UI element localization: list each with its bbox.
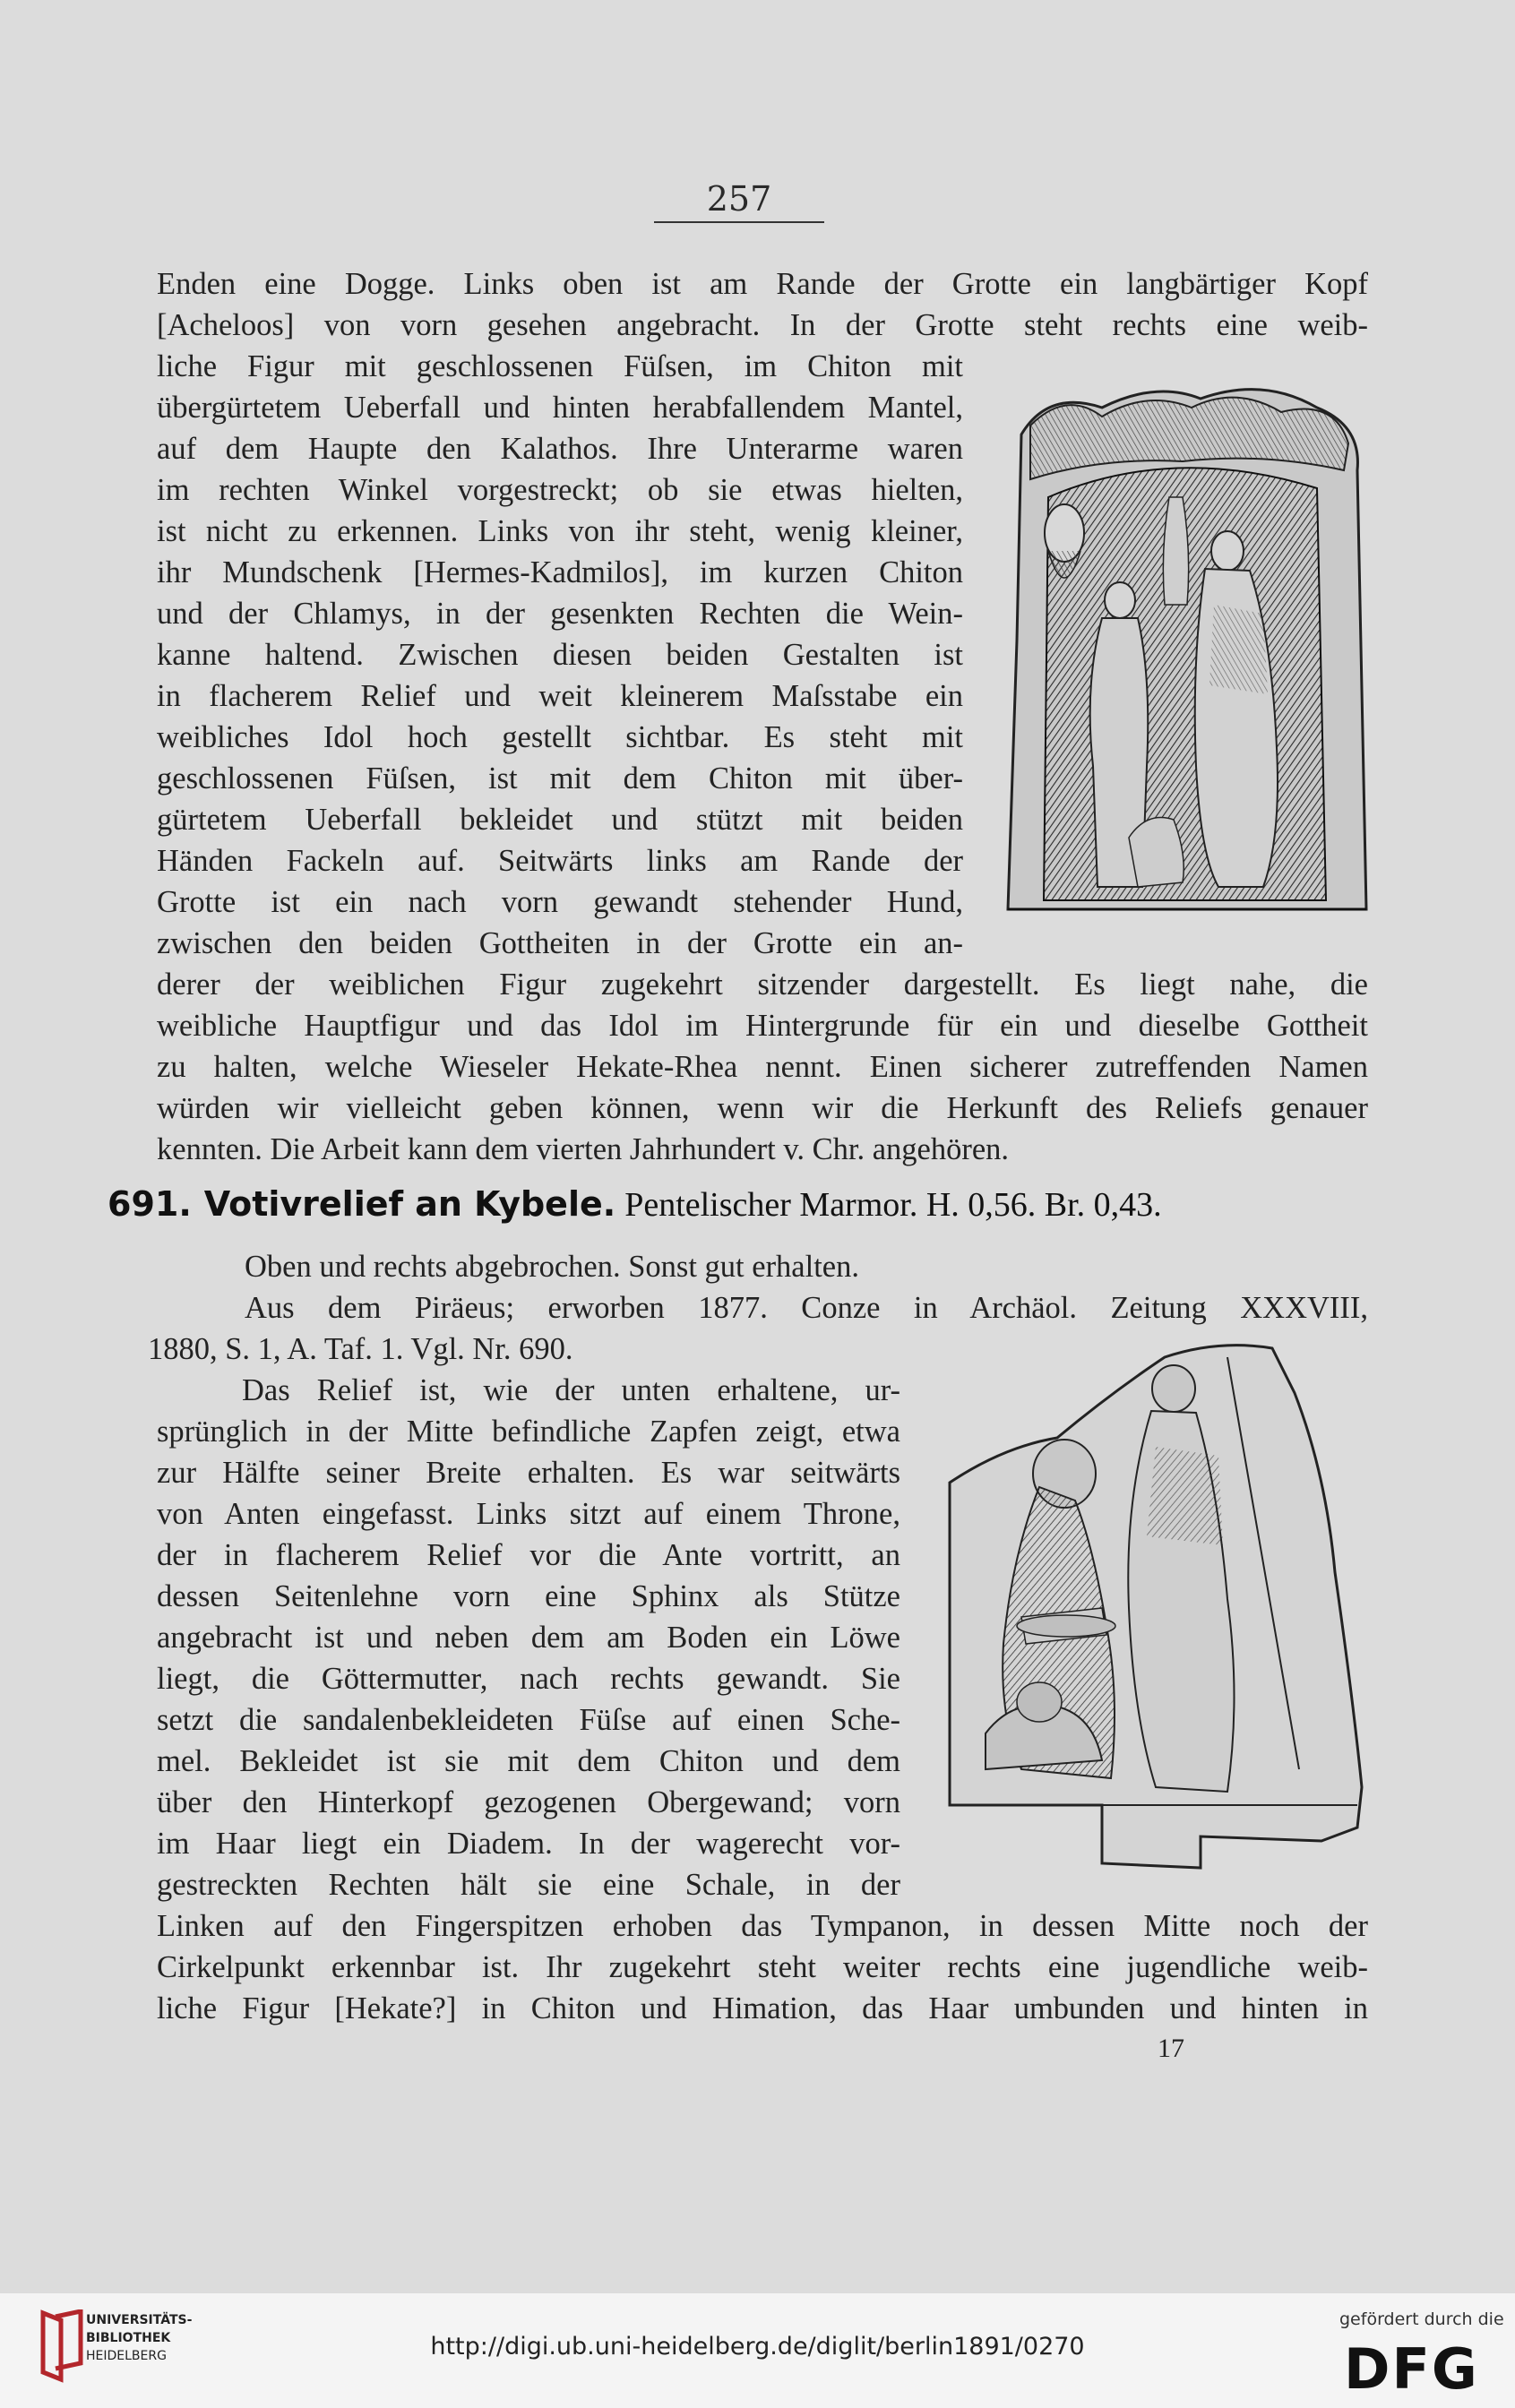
text-line: gestreckten Rechten hält sie eine Schale, in der: [157, 1870, 900, 1902]
text-line: gürtetem Ueberfall bekleidet und stützt mit beiden: [157, 804, 963, 837]
text-line: Aus dem Piräeus; erworben 1877. Conze in Archäol. Zeitung XXXVIII,: [245, 1293, 1368, 1325]
text-line: Händen Fackeln auf. Seitwärts links am Rande der: [157, 846, 963, 878]
text-line: in flacherem Relief und weit kleinerem Maſsstabe ein: [157, 681, 963, 713]
text-line: derer der weiblichen Figur zugekehrt sitzender dargestellt. Es liegt nahe, die: [157, 969, 1368, 1002]
page-number-rule: [654, 221, 824, 223]
entry-material-dimensions: Pentelischer Marmor. H. 0,56. Br. 0,43.: [624, 1186, 1162, 1224]
text-line: mel. Bekleidet ist sie mit dem Chiton und dem: [157, 1746, 900, 1778]
text-line: Linken auf den Fingerspitzen erhoben das Tympanon, in dessen Mitte noch der: [157, 1911, 1368, 1943]
text-line: weibliche Hauptfigur und das Idol im Hintergrunde für ein und dieselbe Gottheit: [157, 1010, 1368, 1043]
text-line: im Haar liegt ein Diadem. In der wagerecht vor-: [157, 1828, 900, 1861]
page-number: 257: [706, 179, 772, 219]
text-line: von Anten eingefasst. Links sitzt auf einem Throne,: [157, 1499, 900, 1531]
text-line: geschlossenen Füſsen, ist mit dem Chiton mit über-: [157, 763, 963, 796]
relief-illustration-grotto: [994, 372, 1371, 923]
text-line: und der Chlamys, in der gesenkten Rechten die Wein-: [157, 598, 963, 631]
text-line: zu halten, welche Wieseler Hekate-Rhea nennt. Einen sicherer zutreffenden Namen: [157, 1052, 1368, 1084]
text-line: auf dem Haupte den Kalathos. Ihre Unterarme waren: [157, 434, 963, 466]
signature-mark: 17: [1158, 2034, 1184, 2063]
text-line: sprünglich in der Mitte befindliche Zapfen zeigt, etwa: [157, 1416, 900, 1449]
text-line: liche Figur mit geschlossenen Füſsen, im Chiton mit: [157, 351, 963, 383]
catalogue-entry-heading: [108, 1184, 1162, 1225]
text-line: übergürtetem Ueberfall und hinten herabfallendem Mantel,: [157, 392, 963, 425]
text-line: Oben und rechts abgebrochen. Sonst gut erhalten.: [245, 1250, 859, 1284]
text-line: setzt die sandalenbekleideten Füſse auf einen Sche-: [157, 1705, 900, 1737]
entry-number: 691.: [108, 1184, 192, 1224]
library-name-line: HEIDELBERG: [86, 2349, 167, 2363]
text-line: würden wir vielleicht geben können, wenn wir die Herkunft des Reliefs genauer: [157, 1093, 1368, 1125]
library-name-line: BIBLIOTHEK: [86, 2331, 171, 2345]
dfg-logo: DFG: [1344, 2336, 1479, 2402]
text-line: weibliches Idol hoch gestellt sichtbar. Es steht mit: [157, 722, 963, 754]
text-line: liegt, die Göttermutter, nach rechts gewandt. Sie: [157, 1664, 900, 1696]
text-line: im rechten Winkel vorgestreckt; ob sie etwas hielten,: [157, 475, 963, 507]
text-line: Enden eine Dogge. Links oben ist am Rande der Grotte ein langbärtiger Kopf: [157, 269, 1368, 301]
text-line: Cirkelpunkt erkennbar ist. Ihr zugekehrt steht weiter rechts eine jugendliche weib-: [157, 1952, 1368, 1984]
text-line: kennten. Die Arbeit kann dem vierten Jahrhundert v. Chr. angehören.: [157, 1132, 1010, 1166]
text-line: liche Figur [Hekate?] in Chiton und Himation, das Haar umbunden und hinten in: [157, 1993, 1368, 2025]
permalink-url[interactable]: http://digi.ub.uni-heidelberg.de/diglit/berlin1891/0270: [430, 2333, 1085, 2361]
funder-label: gefördert durch die: [1339, 2309, 1504, 2329]
relief-illustration-kybele: [932, 1339, 1380, 1886]
text-line: kanne haltend. Zwischen diesen beiden Gestalten ist: [157, 640, 963, 672]
text-line: ist nicht zu erkennen. Links von ihr steht, wenig kleiner,: [157, 516, 963, 548]
text-line: Grotte ist ein nach vorn gewandt stehender Hund,: [157, 887, 963, 919]
text-line: der in flacherem Relief vor die Ante vortritt, an: [157, 1540, 900, 1572]
text-line: zwischen den beiden Gottheiten in der Grotte ein an-: [157, 928, 963, 960]
text-line: Das Relief ist, wie der unten erhaltene, ur-: [242, 1375, 900, 1407]
text-line: [Acheloos] von vorn gesehen angebracht. In der Grotte steht rechts eine weib-: [157, 310, 1368, 342]
library-name-line: UNIVERSITÄTS-: [86, 2313, 193, 2327]
text-line: 1880, S. 1, A. Taf. 1. Vgl. Nr. 690.: [148, 1332, 573, 1366]
text-line: dessen Seitenlehne vorn eine Sphinx als Stütze: [157, 1581, 900, 1613]
text-line: über den Hinterkopf gezogenen Obergewand; vorn: [157, 1787, 900, 1819]
text-line: ihr Mundschenk [Hermes-Kadmilos], im kurzen Chiton: [157, 557, 963, 589]
text-line: zur Hälfte seiner Breite erhalten. Es war seitwärts: [157, 1458, 900, 1490]
entry-title: Votivrelief an Kybele.: [203, 1184, 616, 1224]
text-line: angebracht ist und neben dem am Boden ein Löwe: [157, 1622, 900, 1655]
